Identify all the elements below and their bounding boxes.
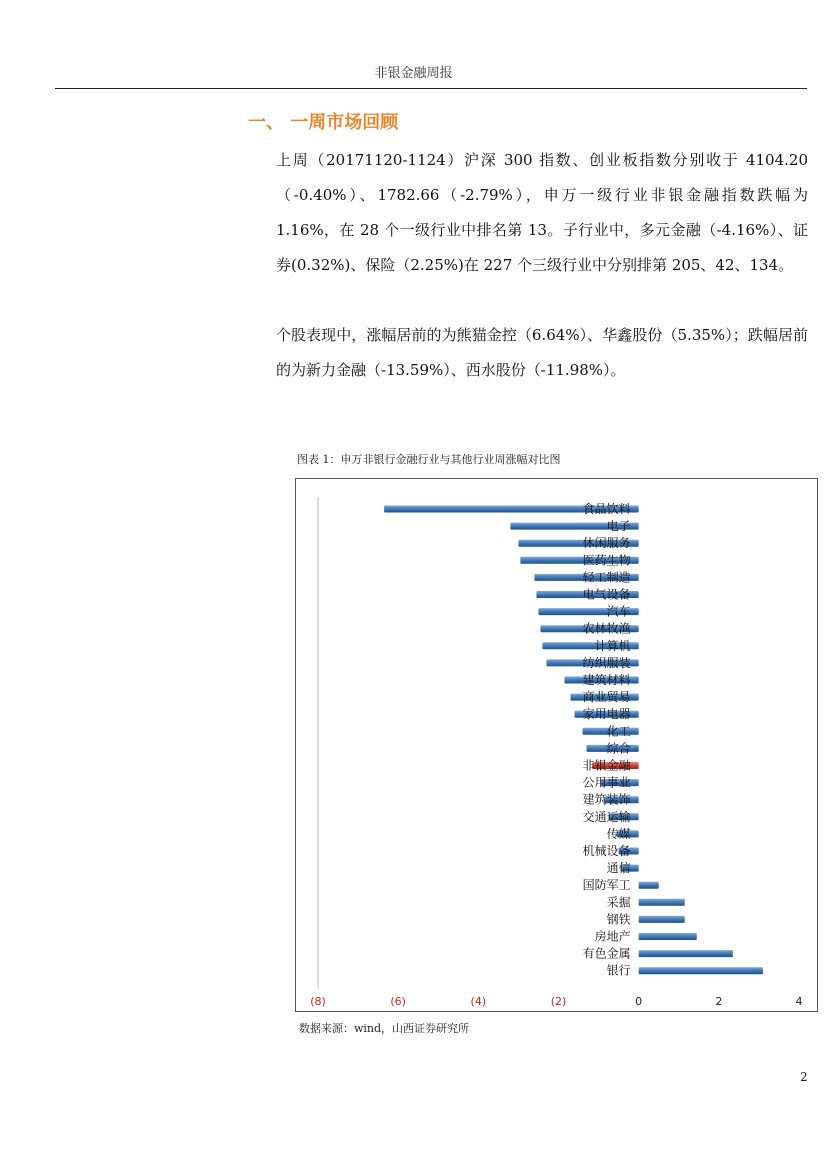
- bar: [639, 916, 685, 923]
- category-label: 电子: [606, 519, 631, 534]
- page-number: 2: [800, 1070, 808, 1084]
- x-tick-label: 0: [635, 995, 643, 1008]
- bar: [639, 933, 697, 940]
- bar: [639, 882, 659, 889]
- category-label: 纺织服装: [582, 655, 631, 670]
- category-label: 公用事业: [582, 775, 631, 790]
- category-label: 建筑材料: [582, 673, 631, 687]
- figure-caption: 图表 1：申万非银行金融行业与其他行业周涨幅对比图: [297, 453, 561, 466]
- category-label: 综合: [606, 741, 631, 756]
- x-tick-label: (8): [310, 995, 326, 1008]
- category-label: 休闲服务: [582, 536, 631, 551]
- category-label: 银行: [606, 963, 631, 978]
- figure-source: 数据来源：wind，山西证券研究所: [299, 1022, 470, 1035]
- chart-svg: [296, 479, 817, 1011]
- bar: [639, 967, 763, 974]
- category-label: 化工: [606, 724, 631, 739]
- category-label: 机械设备: [582, 844, 631, 858]
- category-label: 传媒: [606, 826, 631, 841]
- market-review-paragraph: 上周（20171120-1124）沪深 300 指数、创业板指数分别收于 4104.20（-0.40%）、1782.66（-2.79%），申万一级行业非银金融指数跌幅为 1.16%，在 28 个一级行业中排名第 13。子行业中，多元金融（-4.16%）、证券(0.32%)、保险（2.25%)在 227 个三级行业中分别排第 205、42、134。: [276, 151, 808, 274]
- bar: [639, 950, 733, 957]
- category-label: 轻工制造: [582, 570, 631, 585]
- category-label: 交通运输: [582, 809, 631, 824]
- category-label: 农林牧渔: [582, 621, 631, 636]
- section-title: 一、 一周市场回顾: [248, 112, 399, 133]
- x-tick-label: (4): [470, 995, 487, 1008]
- category-label: 家用电器: [582, 707, 631, 722]
- industry-return-chart: [295, 478, 818, 1012]
- category-label: 医药生物: [582, 553, 631, 568]
- header-divider: [55, 88, 807, 89]
- category-label: 国防军工: [582, 878, 631, 893]
- category-label: 钢铁: [606, 912, 631, 927]
- category-label: 汽车: [606, 604, 631, 619]
- category-label: 食品饮料: [582, 502, 631, 516]
- category-label: 有色金属: [582, 946, 631, 961]
- category-label: 房地产: [594, 929, 631, 944]
- category-label: 电气设备: [582, 587, 631, 602]
- category-label: 计算机: [594, 638, 631, 653]
- x-tick-label: 2: [715, 995, 723, 1008]
- category-label: 非银金融: [582, 758, 631, 773]
- category-label: 建筑装饰: [582, 792, 631, 807]
- category-label: 商业贸易: [582, 690, 631, 705]
- page-header-title: 非银金融周报: [374, 66, 453, 81]
- category-label: 采掘: [606, 895, 631, 910]
- bar: [639, 899, 685, 906]
- x-tick-label: (2): [550, 995, 567, 1008]
- x-tick-label: 4: [795, 995, 803, 1008]
- stock-performance-paragraph: 个股表现中，涨幅居前的为熊猫金控（6.64%）、华鑫股份（5.35%）；跌幅居前的为新力金融（-13.59%）、西水股份（-11.98%）。: [276, 326, 808, 379]
- category-label: 通信: [606, 861, 631, 876]
- x-tick-label: (6): [390, 995, 406, 1008]
